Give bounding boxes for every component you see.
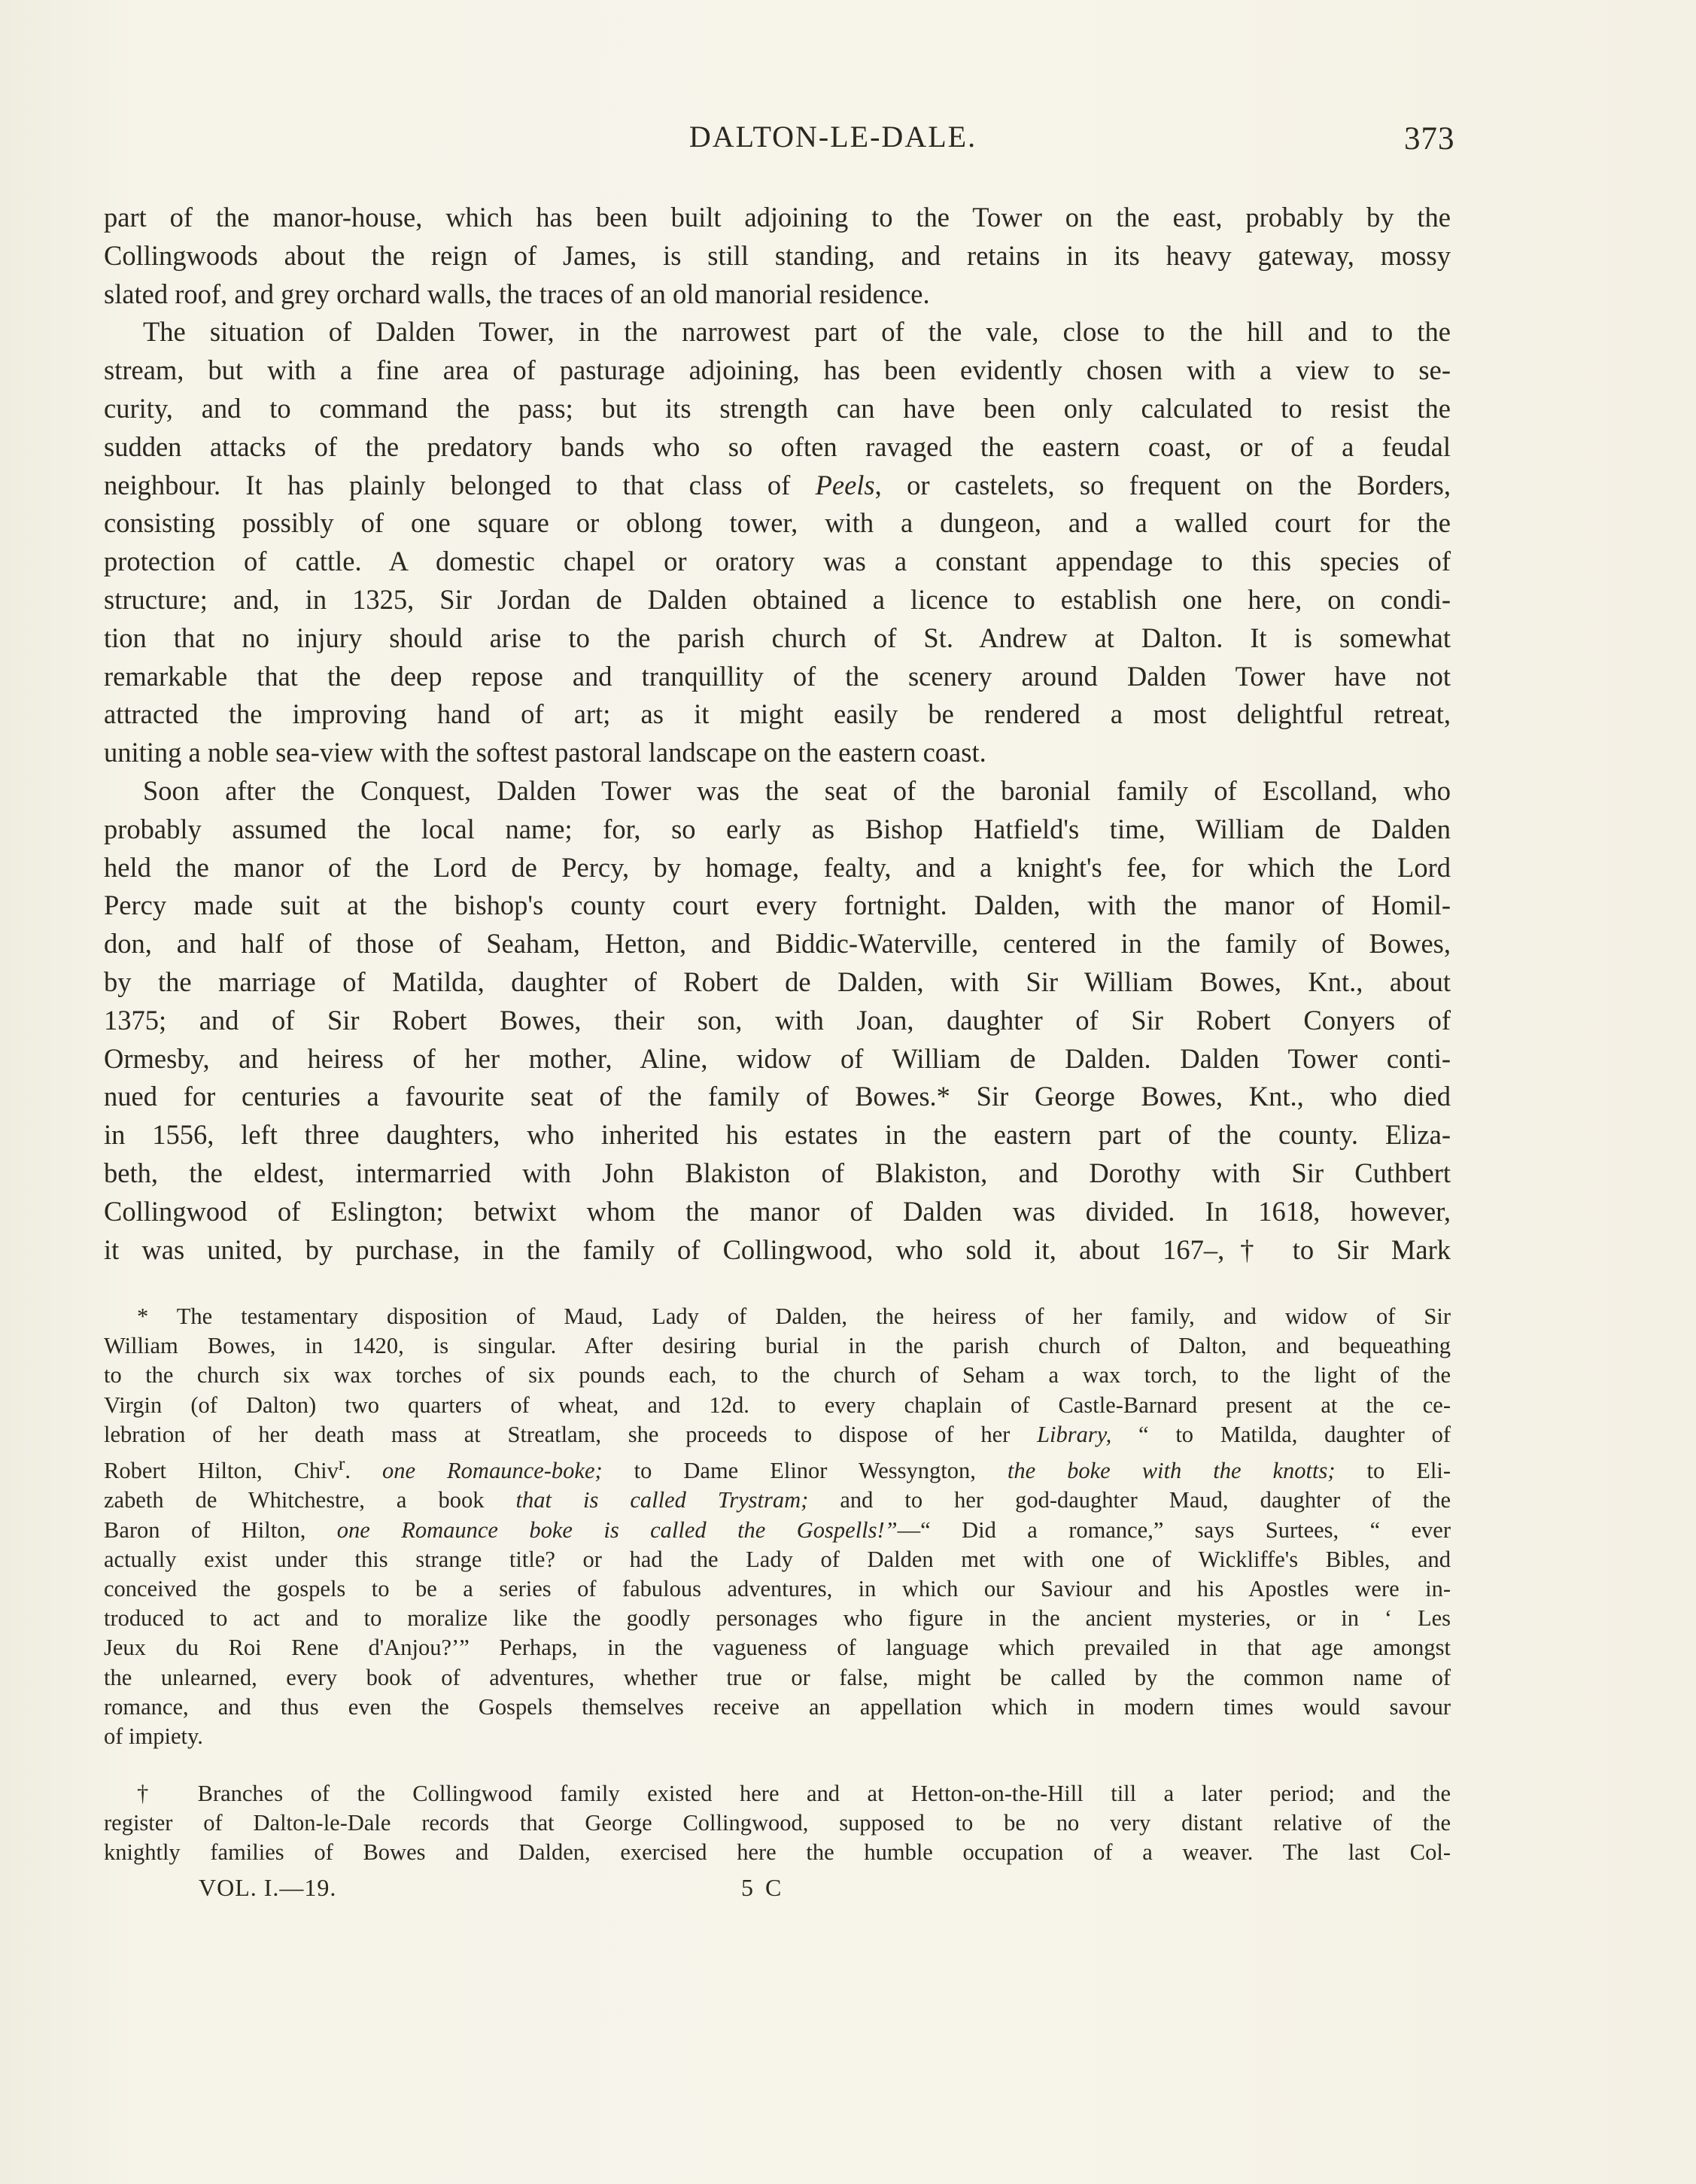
text-run: zabeth de Whitchestre, a book (104, 1487, 485, 1513)
text-line: tion that no injury should arise to the parish church of St. Andrew at Dalton. It is somewhat (104, 622, 1451, 653)
footnote-line: the unlearned, every book of adventures, whether true or false, might be called by the common name of (104, 1664, 1451, 1690)
text-line: slated roof, and grey orchard walls, the traces of an old manorial residence. (104, 278, 930, 309)
footnote-line (104, 1420, 1451, 1449)
footnote-line: Jeux du Roi Rene d'Anjou?’” Perhaps, in the vagueness of language which prevailed in that age amongst (104, 1635, 1451, 1661)
italic-title-boke-knotts: the boke with the knotts; (1007, 1458, 1336, 1484)
text-line (104, 467, 1451, 505)
text-line: don, and half of those of Seaham, Hetton, and Biddic-Waterville, centered in the family of Bowes, (104, 928, 1451, 960)
paragraph-2 (104, 313, 1451, 772)
footnote-line: William Bowes, in 1420, is singular. After desiring burial in the parish church of Dalton, and bequeathing (104, 1333, 1451, 1359)
text-line: beth, the eldest, intermarried with John Blakiston of Blakiston, and Dorothy with Sir Cuthbert (104, 1157, 1451, 1188)
text-run: neighbour. It has plainly belonged to that class of (104, 469, 791, 500)
text-line: by the marriage of Matilda, daughter of Robert de Dalden, with Sir William Bowes, Knt., about (104, 966, 1451, 997)
text-line: protection of cattle. A domestic chapel or oratory was a constant appendage to this species of (104, 546, 1451, 577)
text-line: uniting a noble sea-view with the softest pastoral landscape on the eastern coast. (104, 737, 986, 768)
footnote-line: troduced to act and to moralize like the goodly personages who figure in the ancient mysteries, or in ‘ Les (104, 1605, 1451, 1632)
text-line: The situation of Dalden Tower, in the narrowest part of the vale, close to the hill and to the (143, 316, 1451, 348)
text-run: to Eli- (1366, 1458, 1451, 1484)
italic-title-trystram: that is called Trystram; (515, 1487, 809, 1513)
text-line: nued for centuries a favourite seat of the family of Bowes.* Sir George Bowes, Knt., who died (104, 1081, 1451, 1112)
text-line: attracted the improving hand of art; as it might easily be rendered a most delightful retreat, (104, 698, 1451, 730)
text-line: probably assumed the local name; for, so early as Bishop Hatfield's time, William de Dalden (104, 813, 1451, 844)
footnote-line (104, 1486, 1451, 1515)
text-line: structure; and, in 1325, Sir Jordan de Dalden obtained a licence to establish one here, on condi- (104, 583, 1451, 615)
text-run: “ to Matilda, daughter of (1138, 1421, 1451, 1447)
text-run: Baron of Hilton, (104, 1516, 306, 1543)
text-line: 1375; and of Sir Robert Bowes, their son, with Joan, daughter of Sir Robert Conyers of (104, 1004, 1451, 1036)
text-line: Ormesby, and heiress of her mother, Aline, widow of William de Dalden. Dalden Tower conti- (104, 1042, 1451, 1074)
footnote-line (104, 1449, 1451, 1486)
page-number: 373 (1404, 121, 1455, 157)
text-line: in 1556, left three daughters, who inherited his estates in the eastern part of the county. Eliza- (104, 1119, 1451, 1151)
text-run: and to her god-daughter Maud, daughter of the (840, 1487, 1451, 1513)
italic-title-romaunce-boke: one Romaunce-boke; (382, 1458, 603, 1484)
text-run: lebration of her death mass at Streatlam, she proceeds to dispose of her (104, 1421, 1011, 1447)
text-line: consisting possibly of one square or oblong tower, with a dungeon, and a walled court for the (104, 507, 1451, 539)
footnote-line: conceived the gospels to be a series of fabulous adventures, in which our Saviour and his Apostles were in- (104, 1575, 1451, 1601)
text-line: curity, and to command the pass; but its strength can have been only calculated to resist the (104, 392, 1451, 424)
text-line: remarkable that the deep repose and tranquillity of the scenery around Dalden Tower have not (104, 660, 1451, 692)
text-line: Percy made suit at the bishop's county court every fortnight. Dalden, with the manor of Homil- (104, 890, 1451, 921)
text-run: , or castelets, so frequent on the Borders, (874, 469, 1451, 500)
footnote-line: register of Dalton-le-Dale records that George Collingwood, supposed to be no very distant relative of the (104, 1810, 1451, 1836)
footnote-line: * The testamentary disposition of Maud, Lady of Dalden, the heiress of her family, and widow of Sir (137, 1303, 1451, 1329)
italic-term-library: Library, (1037, 1421, 1112, 1447)
footnote-line: knightly families of Bowes and Dalden, exercised here the humble occupation of a weaver. The last Col- (104, 1839, 1451, 1866)
text-line: part of the manor-house, which has been built adjoining to the Tower on the east, probably by the (104, 202, 1451, 233)
footnote-asterisk (104, 1302, 1451, 1751)
text-line: Collingwoods about the reign of James, is still standing, and retains in its heavy gateway, mossy (104, 239, 1451, 271)
footnote-line: romance, and thus even the Gospels themselves receive an appellation which in modern times would savour (104, 1693, 1451, 1720)
text-run: to Dame Elinor Wessyngton, (634, 1458, 976, 1484)
footnote-line: of impiety. (104, 1723, 203, 1749)
footnote-line: Virgin (of Dalton) two quarters of wheat, and 12d. to every chaplain of Castle-Barnard present at the ce- (104, 1392, 1451, 1418)
sheet-signature-mark: 5 C (741, 1874, 785, 1901)
text-line: stream, but with a fine area of pasturage adjoining, has been evidently chosen with a view to se- (104, 354, 1451, 386)
text-line: sudden attacks of the predatory bands who so often ravaged the eastern coast, or of a feudal (104, 430, 1451, 462)
text-line: held the manor of the Lord de Percy, by homage, fealty, and a knight's fee, for which the Lord (104, 851, 1451, 883)
footnote-line: actually exist under this strange title? or had the Lady of Dalden met with one of Wickliffe's Bibles, and (104, 1546, 1451, 1572)
text-run: . (345, 1458, 351, 1484)
footnote-line: to the church six wax torches of six pounds each, to the church of Seham a wax torch, to the light of the (104, 1362, 1451, 1389)
italic-title-gospells: one Romaunce boke is called the Gospells!” (336, 1516, 898, 1543)
italic-term-peels: Peels (815, 469, 875, 500)
text-line: it was united, by purchase, in the family of Collingwood, who sold it, about 167–,† to Sir Mark (104, 1233, 1451, 1265)
volume-signature: VOL. I.—19. (199, 1874, 337, 1901)
paragraph-3 (104, 772, 1451, 1269)
superscript-r: r (338, 1453, 345, 1475)
footnote-dagger (104, 1779, 1451, 1868)
running-head-title: DALTON-LE-DALE. (688, 120, 977, 154)
footnote-line (104, 1516, 1451, 1545)
text-run: —“ Did a romance,” says Surtees, “ ever (897, 1516, 1451, 1543)
footnote-line: † Branches of the Collingwood family existed here and at Hetton-on-the-Hill till a later period; and the (137, 1781, 1451, 1806)
paragraph-1 (104, 199, 1451, 313)
text-line: Collingwood of Eslington; betwixt whom the manor of Dalden was divided. In 1618, however, (104, 1195, 1451, 1227)
main-text (104, 199, 1451, 1269)
text-run: Robert Hilton, Chiv (104, 1458, 339, 1484)
text-line: Soon after the Conquest, Dalden Tower was the seat of the baronial family of Escolland, who (143, 774, 1451, 806)
